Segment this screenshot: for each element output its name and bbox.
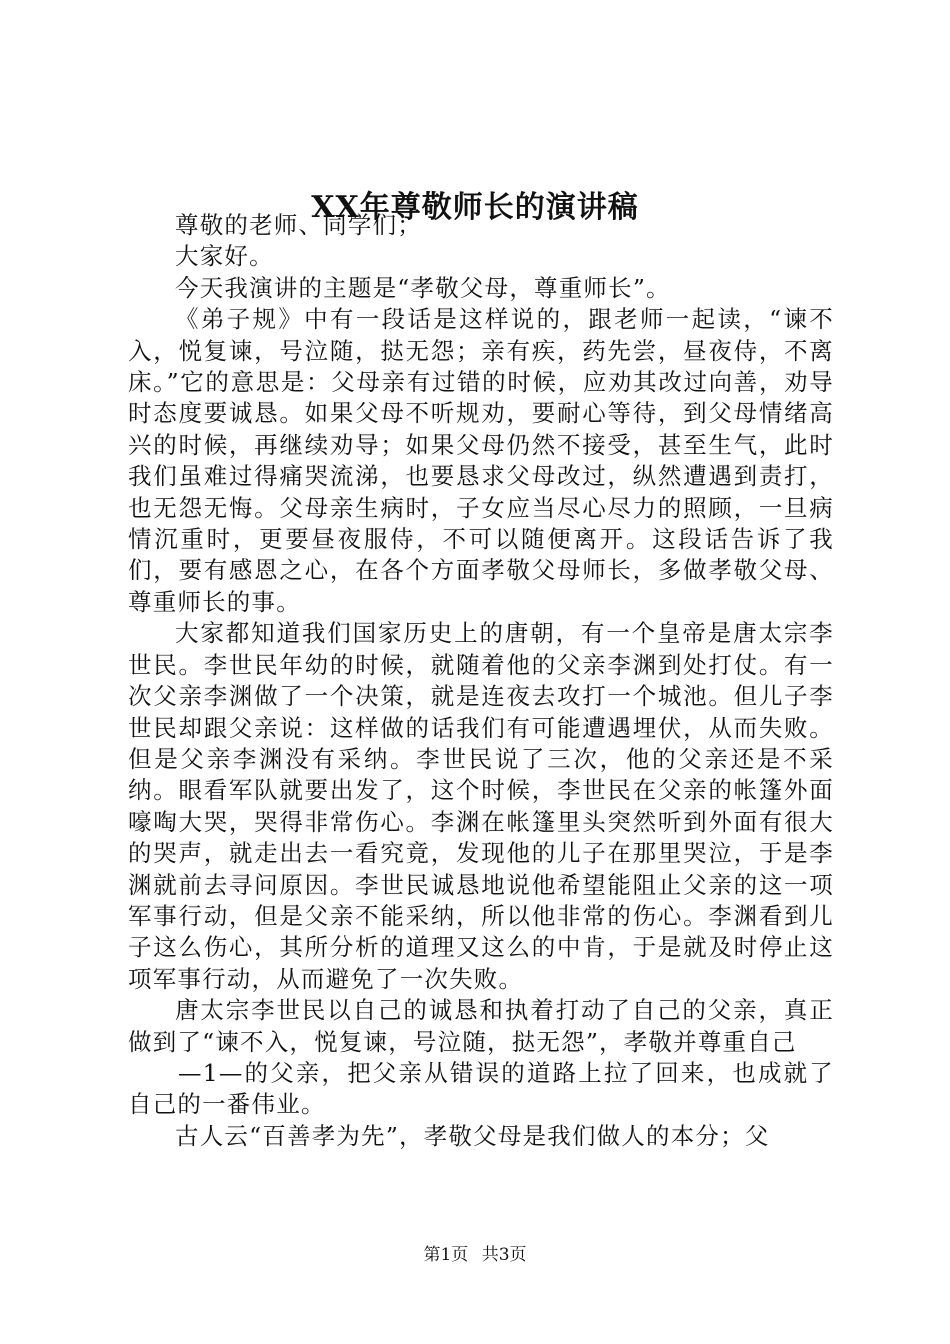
tang-story-paragraph: 大家都知道我们国家历史上的唐朝，有一个皇帝是唐太宗李世民。李世民年幼的时候，就随着他的父亲李渊到处打仗。有一次父亲李渊做了一个决策，就是连夜去攻打一个城池。但儿子李世民却跟父亲说：这样做的话我们有可能遭遇埋伏，从而失败。但是父亲李渊没有采纳。李世民说了三次，他的父亲还是不采纳。眼看军队就要出发了，这个时候，李世民在父亲的帐篷外面嚎啕大哭，哭得非常伤心。李渊在帐篷里头突然听到外面有很大的哭声，就走出去一看究竟，发现他的儿子在那里哭泣，于是李渊就前去寻问原因。李世民诚恳地说他希望能阻止父亲的这一项军事行动，但是父亲不能采纳，所以他非常的伤心。李渊看到儿子这么伤心，其所分析的道理又这么的中肯，于是就及时停止这项军事行动，从而避免了一次失败。 [128,619,834,993]
topic-paragraph: 今天我演讲的主题是“孝敬父母，尊重师长”。 [175,273,671,302]
page-footer [0,1243,950,1267]
dizigui-paragraph: 《弟子规》中有一段话是这样说的，跟老师一起读，“谏不入，悦复谏，号泣随，挞无怨；亲有疾，药先尝，昼夜侍，不离床。”它的意思是：父母亲有过错的时候，应劝其改过向善，劝导时态度要诚恳。如果父母不听规劝，要耐心等待，到父母情绪高兴的时候，再继续劝导；如果父母仍然不接受，甚至生气，此时我们虽难过得痛哭流涕，也要恳求父母改过，纵然遭遇到责打，也无怨无悔。父母亲生病时，子女应当尽心尽力的照顾，一旦病情沉重时，更要昼夜服侍，不可以随便离开。这段话告诉了我们，要有感恩之心，在各个方面孝敬父母师长，多做孝敬父母、尊重师长的事。 [128,305,834,616]
page-number: 第1页 [423,1245,469,1265]
hello-paragraph: 大家好。 [175,242,274,271]
page-total: 共3页 [481,1245,527,1265]
greeting-paragraph: 尊敬的老师、同学们； [175,211,422,239]
document-body [128,210,834,1152]
page-break-paragraph: —1—的父亲，把父亲从错误的道路上拉了回来，也成就了自己的一番伟业。 [128,1058,834,1119]
filial-piety-paragraph: 古人云“百善孝为先”，孝敬父母是我们做人的本分；父 [175,1121,770,1150]
document-title: XX年尊敬师长的演讲稿 [311,190,639,225]
conclusion-paragraph: 唐太宗李世民以自己的诚恳和执着打动了自己的父亲，真正做到了“谏不入，悦复谏，号泣随，挞无怨”，孝敬并尊重自己 [128,996,834,1056]
